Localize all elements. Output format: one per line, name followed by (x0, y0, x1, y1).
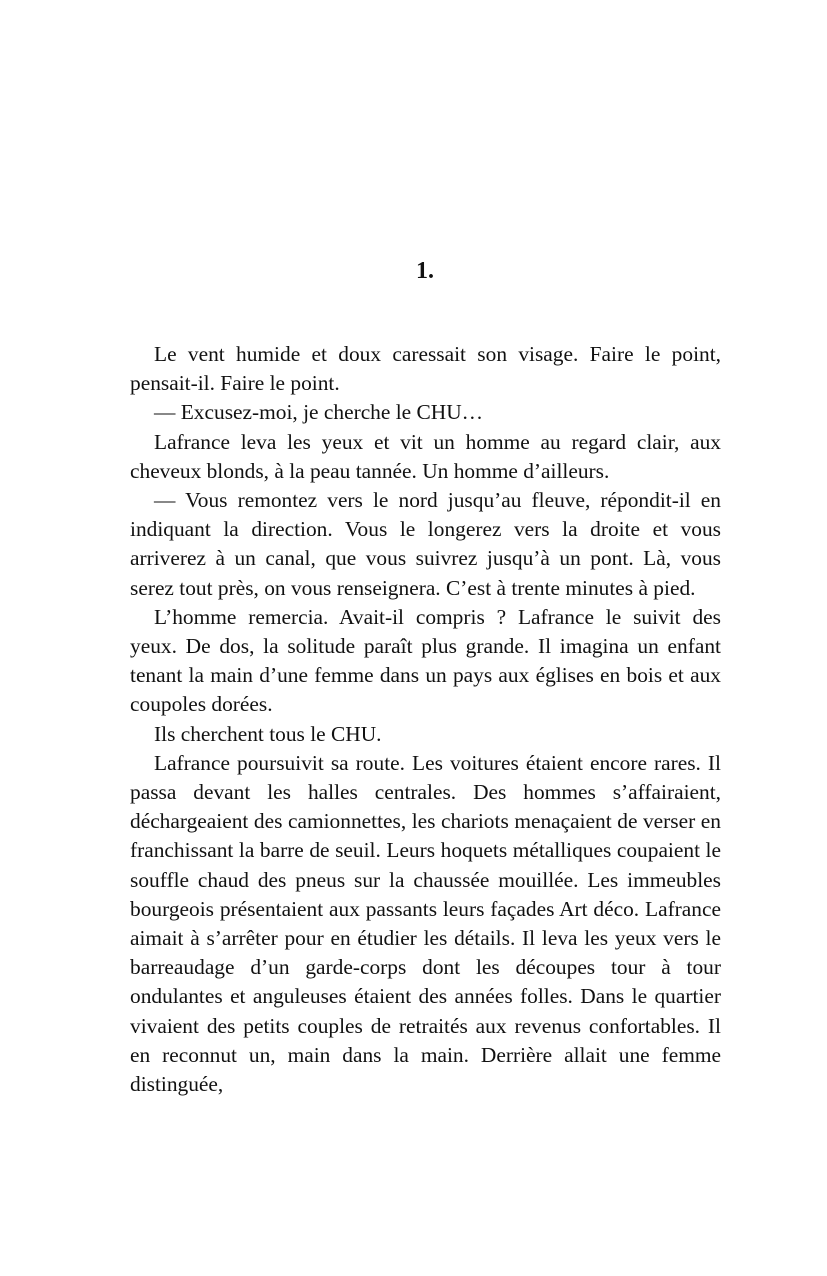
chapter-body (130, 340, 721, 1099)
paragraph: — Excusez-moi, je cherche le CHU… (154, 400, 484, 425)
paragraph: Le vent humide et doux caressait son visage. Faire le point, pensait-il. Faire le point. (130, 342, 721, 396)
paragraph: — Vous remontez vers le nord jusqu’au fleuve, répondit-il en indiquant la direction. Vous le longerez vers la droite et vous arriverez à un canal, que vous suivrez jusqu’à un pont. Là, vous serez tout près, on vous renseignera. C’est à trente minutes à pied. (130, 488, 721, 600)
paragraph: Ils cherchent tous le CHU. (154, 721, 382, 746)
chapter-number: 1. (416, 258, 434, 284)
paragraph: L’homme remercia. Avait-il compris ? Lafrance le suivit des yeux. De dos, la solitude paraît plus grande. Il imagina un enfant tenant la main d’une femme dans un pays aux églises en bois et aux coupoles dorées. (130, 604, 721, 717)
paragraph: Lafrance poursuivit sa route. Les voitures étaient encore rares. Il passa devant les halles centrales. Des hommes s’affairaient, déchargeaient des camionnettes, les chariots menaçaient de verser en franchissant la barre de seuil. Leurs hoquets métalliques coupaient le souffle chaud des pneus sur la chaussée mouillée. Les immeubles bourgeois présentaient aux passants leurs façades Art déco. Lafrance aimait à s’arrêter pour en étudier les détails. Il leva les yeux vers le barreaudage d’un garde-corps dont les découpes tour à tour ondulantes et anguleuses étaient des années folles. Dans le quartier vivaient des petits couples de retraités aux revenus confortables. Il en reconnut un, main dans la main. Derrière allait une femme distinguée, (130, 750, 721, 1097)
paragraph: Lafrance leva les yeux et vit un homme au regard clair, aux cheveux blonds, à la peau tannée. Un homme d’ailleurs. (130, 429, 721, 483)
